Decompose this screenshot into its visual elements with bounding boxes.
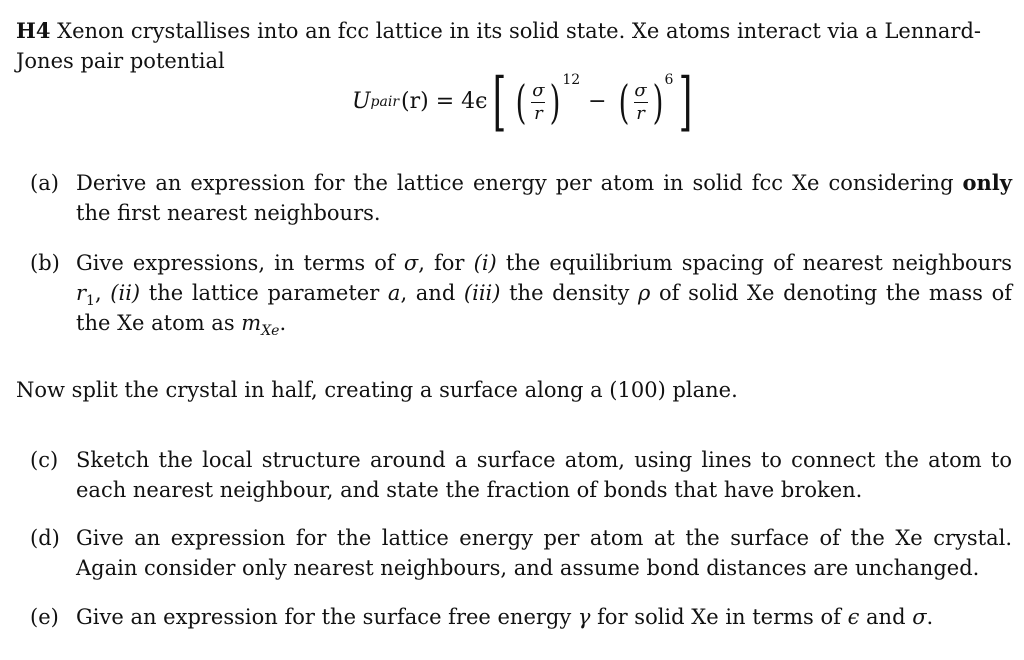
part-text: Give an expression for the lattice energy per atom at the surface of the Xe crystal. Again consider only nearest neighbours, and assume bond distances are unchanged. bbox=[76, 526, 1012, 580]
part-label: (b) bbox=[30, 251, 60, 275]
part-a bbox=[30, 168, 1012, 228]
right-bracket: ] bbox=[679, 65, 693, 139]
lennard-jones-equation: U pair (r) = 4ϵ [ ( $\frac{\sigma}{r}$ ) 12 − ( $\frac{\sigma}{r}$ ) 6 ] bbox=[352, 65, 693, 139]
fraction-sigma-over-r: $\frac{\sigma}{r}$ bbox=[532, 79, 545, 124]
intro-text: Xenon crystallises into an fcc lattice in its solid state. Xe atoms interact via a Lennard-Jones pair potential bbox=[16, 19, 981, 73]
part-b bbox=[30, 248, 1012, 338]
split-crystal-text: Now split the crystal in half, creating a surface along a (100) plane. bbox=[16, 378, 738, 402]
problem-intro bbox=[16, 16, 1012, 76]
part-text: Give expressions, in terms of σ, for (i) the equilibrium spacing of nearest neighbours $r_1$, (ii) the lattice parameter a, and (iii) the density ρ of solid Xe denoting the mass of the Xe atom as $m_{Xe}$. bbox=[76, 251, 1013, 340]
part-label: (a) bbox=[30, 171, 59, 195]
part-c bbox=[30, 445, 1012, 505]
exponent-12: 12 bbox=[562, 72, 581, 88]
part-label: (c) bbox=[30, 448, 59, 472]
left-bracket: [ bbox=[493, 65, 507, 139]
part-d bbox=[30, 523, 1012, 583]
fraction-sigma-over-r-2: $\frac{\sigma}{r}$ bbox=[634, 79, 647, 124]
part-label: (e) bbox=[30, 605, 59, 629]
part-text: Sketch the local structure around a surface atom, using lines to connect the atom to each nearest neighbour, and state the fraction of bonds that have broken. bbox=[76, 448, 1012, 502]
problem-number: H4 bbox=[16, 18, 51, 43]
part-e bbox=[30, 602, 1012, 632]
exponent-6: 6 bbox=[664, 72, 674, 88]
part-label: (d) bbox=[30, 526, 60, 550]
part-text: Give an expression for the surface free energy γ for solid Xe in terms of ϵ and σ. bbox=[76, 605, 934, 629]
part-text: Derive an expression for the lattice energy per atom in solid fcc Xe considering only the first nearest neighbours. bbox=[76, 170, 1012, 225]
